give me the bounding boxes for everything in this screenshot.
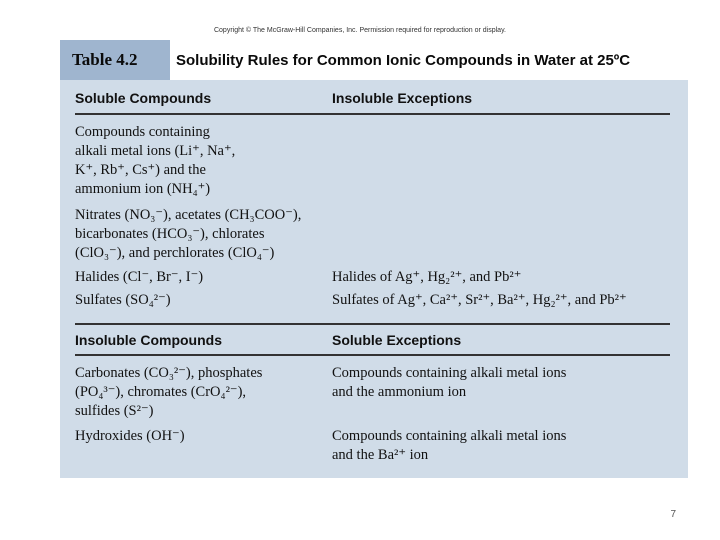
header-insoluble-exceptions: Insoluble Exceptions (332, 90, 473, 106)
soluble-row-4-left: Sulfates (SO₄²⁻) (75, 292, 171, 308)
header-soluble-exceptions: Soluble Exceptions (332, 332, 462, 348)
insoluble-row-1-left: Carbonates (CO₃²⁻), phosphates (PO₄³⁻), chromates (CrO₄²⁻), sulfides (S²⁻) (75, 365, 263, 419)
divider-line (75, 113, 670, 115)
soluble-row-3-right: Halides of Ag⁺, Hg₂²⁺, and Pb²⁺ (332, 269, 522, 285)
insoluble-row-1-right: Compounds containing alkali metal ions and the ammonium ion (332, 365, 567, 400)
header-soluble-compounds: Soluble Compounds (75, 90, 212, 106)
table-title-bar (60, 40, 688, 80)
table-title: Solubility Rules for Common Ionic Compounds in Water at 25ºC (170, 40, 688, 80)
header-insoluble-compounds: Insoluble Compounds (75, 332, 222, 348)
copyright-notice: Copyright © The McGraw-Hill Companies, Inc. Permission required for reproduction or display. (213, 27, 506, 34)
soluble-row-1-left: Compounds containing alkali metal ions (Li⁺, Na⁺, K⁺, Rb⁺, Cs⁺) and the ammonium ion (NH₄⁺) (75, 124, 236, 197)
insoluble-row-2-right: Compounds containing alkali metal ions and the Ba²⁺ ion (332, 428, 567, 463)
page-number: 7 (670, 509, 676, 520)
solubility-table (60, 40, 688, 478)
soluble-row-3-left: Halides (Cl⁻, Br⁻, I⁻) (75, 269, 204, 285)
insoluble-row-2-left: Hydroxides (OH⁻) (75, 428, 185, 444)
divider-line (75, 354, 670, 356)
table-number: Table 4.2 (60, 40, 170, 80)
soluble-row-4-right: Sulfates of Ag⁺, Ca²⁺, Sr²⁺, Ba²⁺, Hg₂²⁺, and Pb²⁺ (332, 292, 627, 308)
soluble-row-2-left: Nitrates (NO₃⁻), acetates (CH₃COO⁻), bicarbonates (HCO₃⁻), chlorates (ClO₃⁻), and perchlorates (ClO₄⁻) (75, 207, 302, 261)
divider-line (75, 323, 670, 325)
